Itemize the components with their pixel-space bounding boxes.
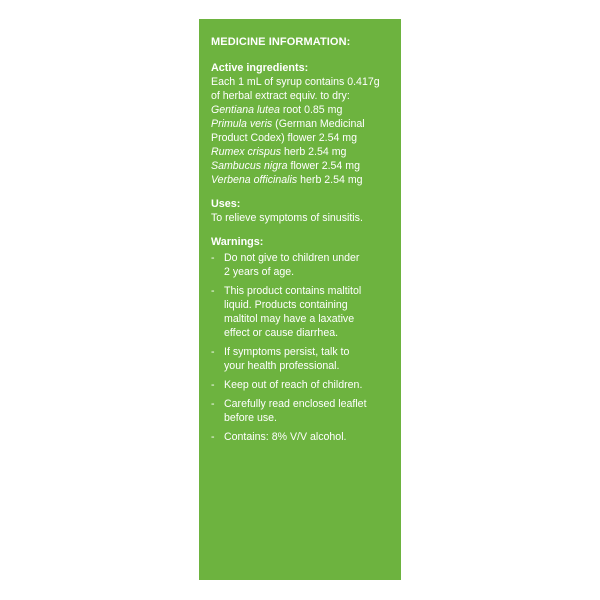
ingredient-detail: herb 2.54 mg [297,174,363,186]
warning-line: Carefully read enclosed leaflet [224,398,367,410]
warning-line: liquid. Products containing [224,299,348,311]
warning-line: This product contains maltitol [224,285,362,297]
active-ingredients-heading: Active ingredients: [211,62,309,74]
bullet-dash: - [211,379,215,391]
uses-text: To relieve symptoms of sinusitis. [211,212,363,224]
warning-item [211,251,391,279]
ingredient-line [211,159,391,173]
warning-line: Contains: 8% V/V alcohol. [224,431,347,443]
warning-line: effect or cause diarrhea. [224,327,339,339]
active-ingredients-section [211,61,391,187]
uses-section [211,197,391,225]
bullet-dash: - [211,431,215,443]
ingredient-detail: (German Medicinal [272,118,365,130]
warning-line: Do not give to children under [224,252,360,264]
ingredients-intro-line: Each 1 mL of syrup contains 0.417g [211,76,380,88]
bullet-dash: - [211,398,215,410]
ingredient-line [211,173,391,187]
ingredient-detail: flower 2.54 mg [287,160,360,172]
bullet-dash: - [211,252,215,264]
ingredient-line [211,145,391,159]
ingredient-name: Gentiana lutea [211,104,280,116]
ingredient-detail: herb 2.54 mg [281,146,347,158]
ingredients-intro-line: of herbal extract equiv. to dry: [211,90,350,102]
warnings-list [211,251,391,444]
ingredient-detail: Product Codex) flower 2.54 mg [211,132,358,144]
warning-item [211,397,391,425]
warning-line: If symptoms persist, talk to [224,346,350,358]
uses-heading: Uses: [211,198,241,210]
warning-line: your health professional. [224,360,340,372]
ingredient-name: Primula veris [211,118,273,130]
medicine-info-panel [199,19,401,580]
ingredient-line [211,117,391,131]
warning-item [211,345,391,373]
panel-title: MEDICINE INFORMATION: [211,36,351,48]
ingredient-detail: root 0.85 mg [279,104,343,116]
bullet-dash: - [211,346,215,358]
warning-item [211,430,391,444]
warning-item [211,378,391,392]
warning-line: Keep out of reach of children. [224,379,363,391]
warnings-heading: Warnings: [211,236,264,248]
warnings-section [211,235,391,444]
ingredient-name: Verbena officinalis [211,174,298,186]
bullet-dash: - [211,285,215,297]
ingredient-name: Sambucus nigra [211,160,288,172]
warning-line: 2 years of age. [224,266,295,278]
ingredient-line [211,131,391,145]
ingredient-line [211,103,391,117]
ingredient-name: Rumex crispus [211,146,282,158]
warning-line: before use. [224,412,278,424]
warning-line: maltitol may have a laxative [224,313,355,325]
warning-item [211,284,391,340]
